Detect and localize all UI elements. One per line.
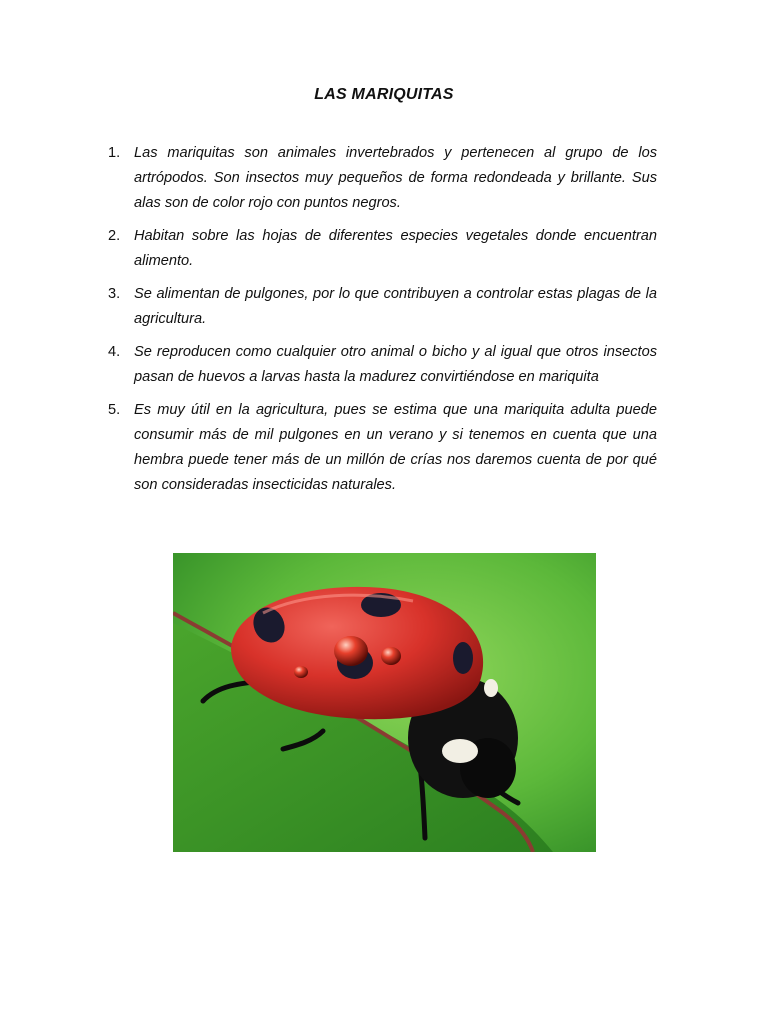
- list-item: [108, 398, 657, 498]
- ladybug-photo: [173, 553, 596, 852]
- water-droplet: [381, 647, 401, 665]
- water-droplet: [334, 636, 368, 666]
- list-text: Habitan sobre las hojas de diferentes especies vegetales donde encuentran alimento.: [134, 228, 657, 269]
- list-number: 3.: [108, 286, 121, 302]
- list-text: Se alimentan de pulgones, por lo que contribuyen a controlar estas plagas de la agricultura.: [134, 286, 657, 327]
- list-number: 2.: [108, 228, 121, 244]
- water-droplet: [294, 666, 308, 678]
- list-text: Se reproducen como cualquier otro animal o bicho y al igual que otros insectos pasan de huevos a larvas hasta la madurez convirtiéndose en mariquita: [134, 344, 657, 385]
- list-item: [108, 282, 657, 332]
- list-text: Las mariquitas son animales invertebrados y pertenecen al grupo de los artrópodos. Son insectos muy pequeños de forma redondeada y brillante. Sus alas son de color rojo con puntos negros.: [134, 145, 657, 211]
- shell-spot: [453, 642, 473, 674]
- facts-list: [108, 141, 657, 506]
- list-number: 4.: [108, 344, 121, 360]
- document-title: LAS MARIQUITAS: [314, 86, 454, 103]
- list-number: 5.: [108, 402, 121, 418]
- list-number: 1.: [108, 145, 121, 161]
- list-item: [108, 340, 657, 390]
- head-white-patch: [442, 739, 478, 763]
- pronotum-white-patch: [484, 679, 498, 697]
- list-text: Es muy útil en la agricultura, pues se estima que una mariquita adulta puede consumir más de mil pulgones en un verano y si tenemos en cuenta que una hembra puede tener más de un millón de crías nos daremos cuenta de por qué son consideradas insecticidas naturales.: [134, 402, 657, 493]
- list-item: [108, 224, 657, 274]
- list-item: [108, 141, 657, 216]
